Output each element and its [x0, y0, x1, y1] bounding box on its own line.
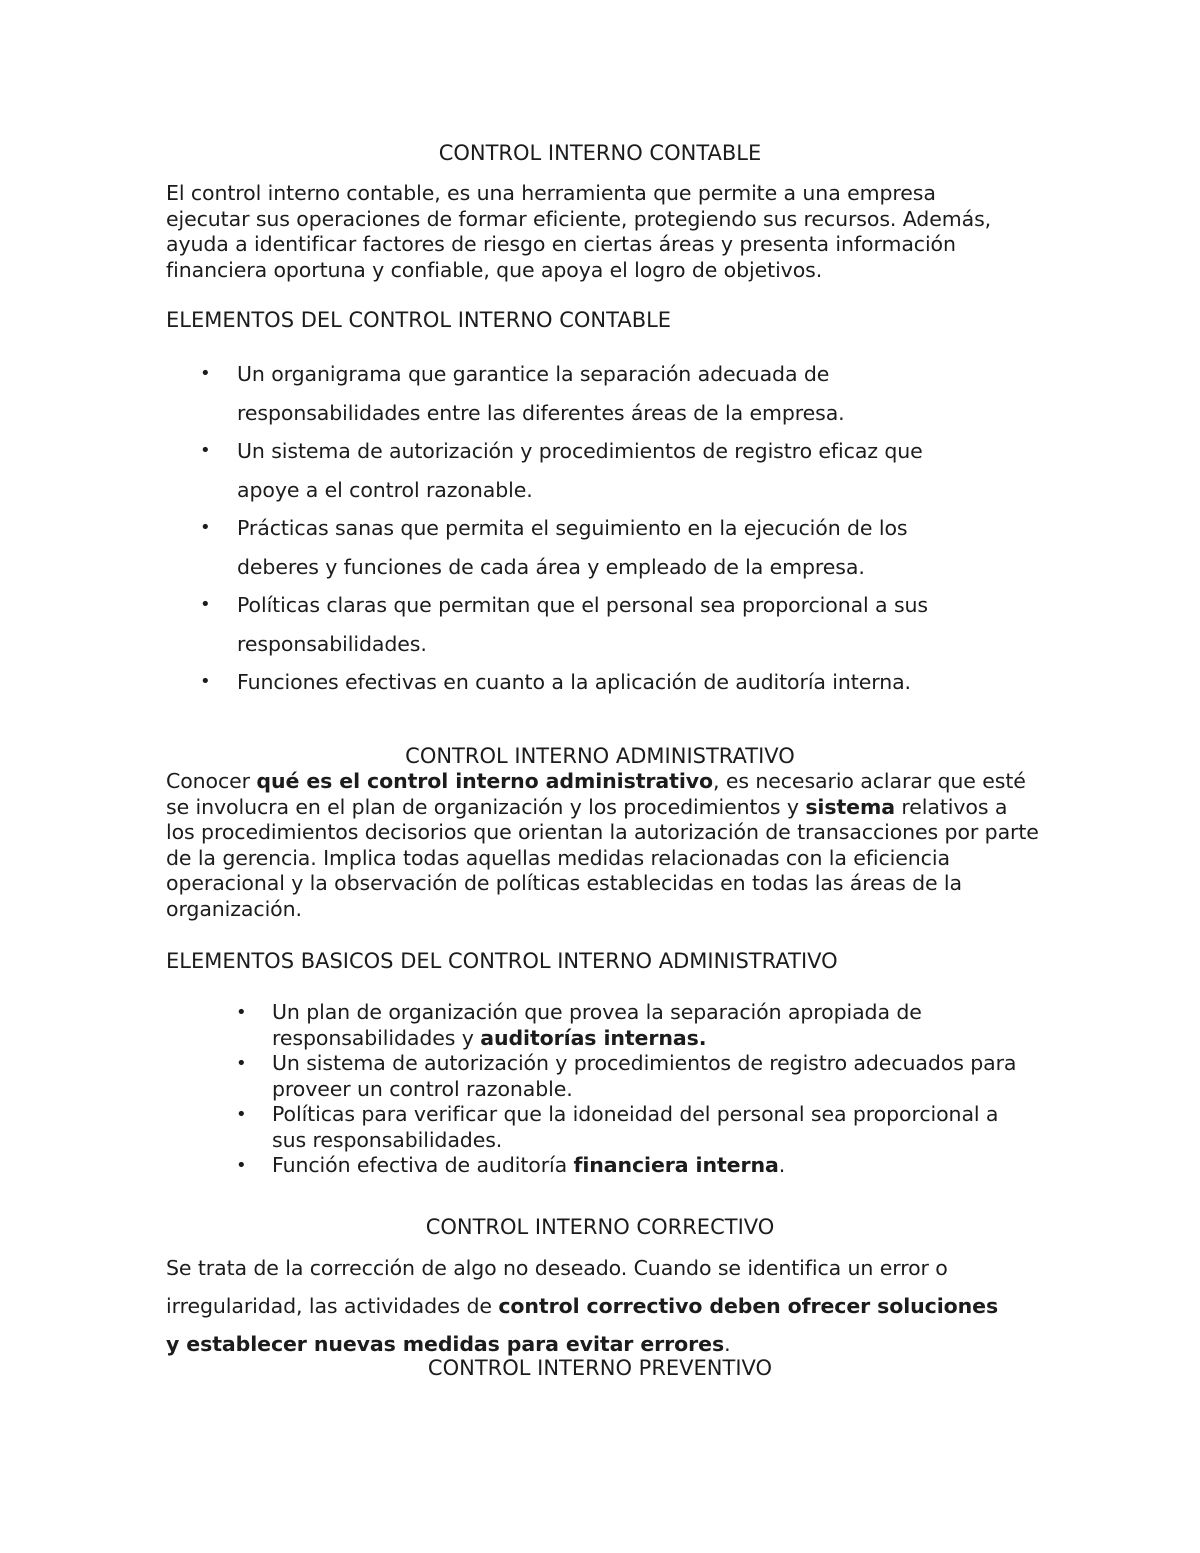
- bold-text: sistema: [805, 794, 895, 819]
- list-item: • Políticas claras que permitan que el personal sea proporcional a sus responsabilidades.: [166, 586, 966, 663]
- list-elementos-administrativo: [166, 1000, 1036, 1179]
- bold-text: auditorías internas.: [480, 1025, 707, 1050]
- list-item: • Función efectiva de auditoría financiera interna.: [236, 1153, 786, 1177]
- bullet-icon: •: [200, 671, 211, 692]
- list-item: • Un organigrama que garantice la separación adecuada de responsabilidades entre las diferentes áreas de la empresa.: [166, 355, 966, 432]
- bullet-icon: •: [236, 1002, 247, 1023]
- title-control-interno-administrativo: CONTROL INTERNO ADMINISTRATIVO: [405, 744, 795, 768]
- heading-elementos-contable: ELEMENTOS DEL CONTROL INTERNO CONTABLE: [166, 308, 672, 332]
- bullet-icon: •: [236, 1155, 247, 1176]
- list-item: • Un sistema de autorización y procedimientos de registro adecuados para proveer un control razonable.: [236, 1051, 1017, 1101]
- bold-text: control correctivo deben ofrecer soluciones y establecer nuevas medidas para evitar errores: [166, 1294, 999, 1356]
- bullet-icon: •: [200, 363, 211, 384]
- paragraph-control-correctivo: Se trata de la corrección de algo no deseado. Cuando se identifica un error o irregularidad, las actividades de control correctivo deben ofrecer soluciones y establecer nuevas medidas para evitar errores.: [166, 1256, 999, 1356]
- bold-text: financiera interna: [573, 1153, 779, 1177]
- bold-text: qué es el control interno administrativo: [256, 769, 714, 793]
- list-item: • Políticas para verificar que la idoneidad del personal sea proporcional a sus responsabilidades.: [236, 1102, 999, 1152]
- list-item: • Un plan de organización que provea la separación apropiada de responsabilidades y auditorías internas.: [236, 1000, 922, 1050]
- list-item: • Prácticas sanas que permita el seguimiento en la ejecución de los deberes y funciones de cada área y empleado de la empresa.: [166, 509, 966, 586]
- paragraph-control-administrativo: Conocer qué es el control interno administrativo, es necesario aclarar que esté se involucra en el plan de organización y los procedimientos y sistema relativos a los procedimientos decisorios que orientan la autorización de transacciones por parte de la gerencia. Implica todas aquellas medidas relacionadas con la eficiencia operacional y la observación de políticas establecidas en todas las áreas de la organización.: [166, 769, 1039, 921]
- bullet-icon: •: [200, 594, 211, 615]
- title-control-interno-contable: CONTROL INTERNO CONTABLE: [438, 141, 762, 165]
- heading-elementos-administrativo: ELEMENTOS BASICOS DEL CONTROL INTERNO ADMINISTRATIVO: [166, 949, 838, 973]
- list-item: • Un sistema de autorización y procedimientos de registro eficaz que apoye a el control razonable.: [166, 432, 966, 509]
- bullet-icon: •: [200, 517, 211, 538]
- title-control-interno-correctivo: CONTROL INTERNO CORRECTIVO: [425, 1215, 775, 1239]
- paragraph-control-contable: El control interno contable, es una herramienta que permite a una empresa ejecutar sus operaciones de formar eficiente, protegiendo sus recursos. Además, ayuda a identificar factores de riesgo en ciertas áreas y presenta información financiera oportuna y confiable, que apoya el logro de objetivos.: [166, 181, 992, 282]
- title-control-interno-preventivo: CONTROL INTERNO PREVENTIVO: [427, 1356, 773, 1380]
- bullet-icon: •: [236, 1053, 247, 1074]
- bullet-icon: •: [236, 1104, 247, 1125]
- list-elementos-contable: [166, 355, 966, 702]
- bullet-icon: •: [200, 440, 211, 461]
- list-item: • Funciones efectivas en cuanto a la aplicación de auditoría interna.: [166, 663, 966, 702]
